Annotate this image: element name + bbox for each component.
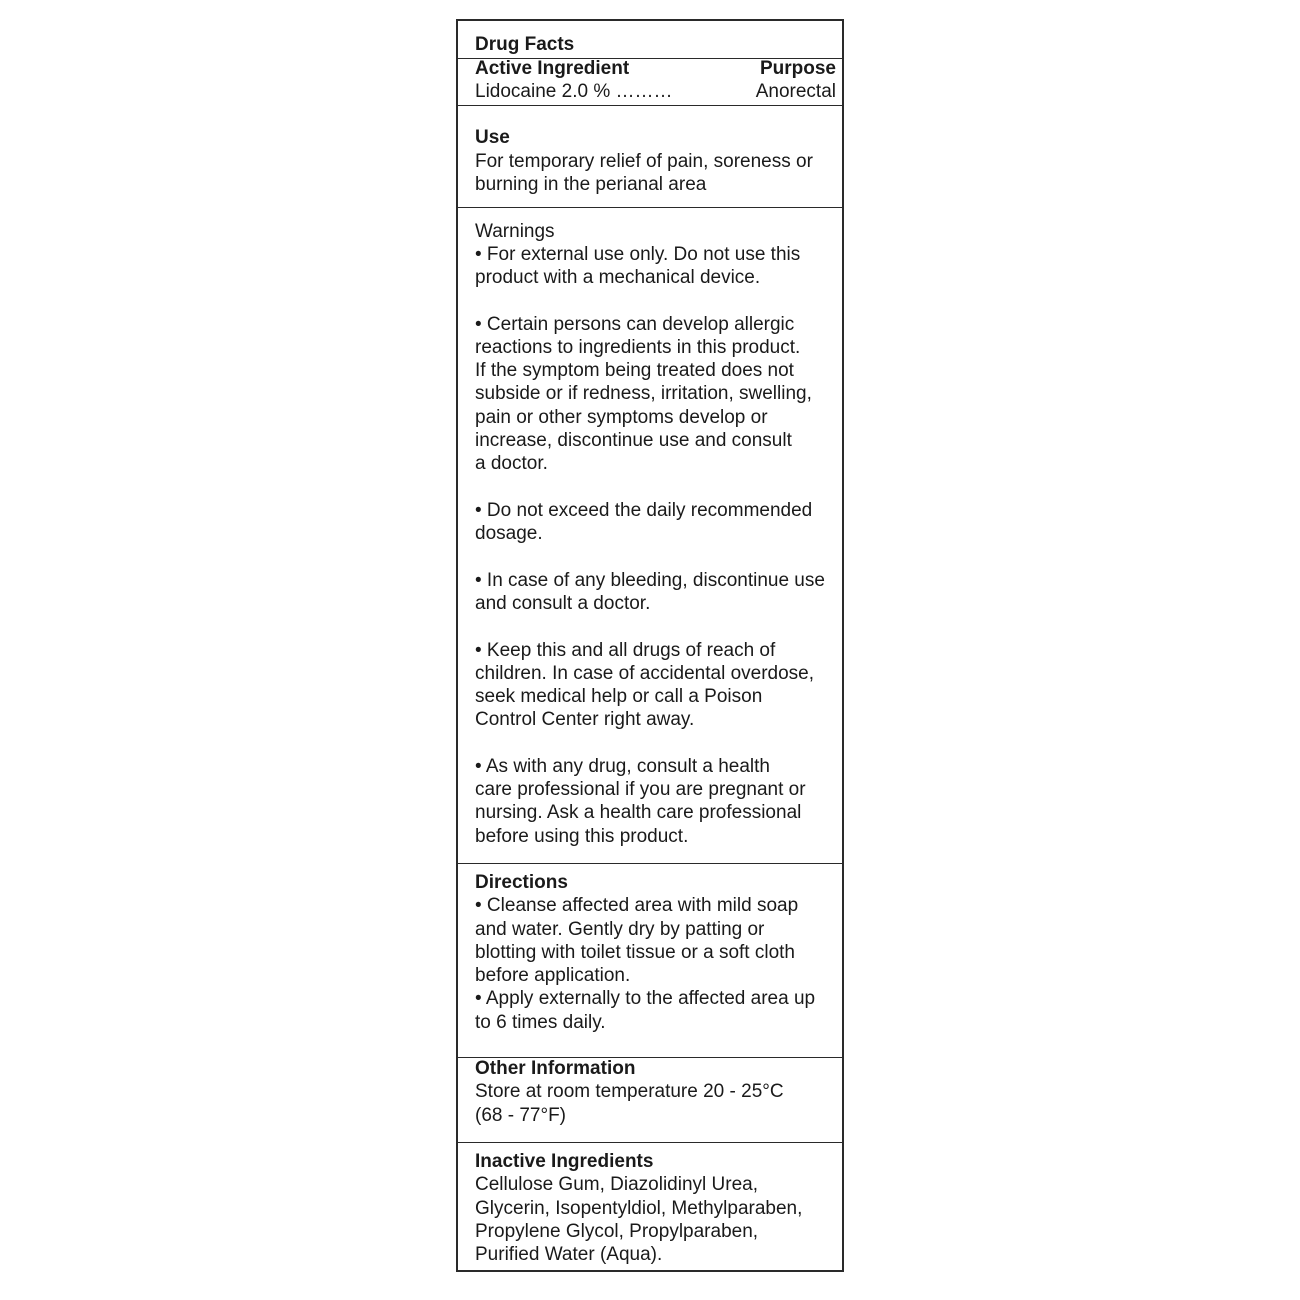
warnings-divider: [458, 863, 842, 864]
active-divider: [458, 105, 842, 106]
inactive-ingredients-heading: Inactive Ingredients: [475, 1151, 654, 1172]
warning-line: nursing. Ask a health care professional: [475, 802, 802, 823]
directions-line: and water. Gently dry by patting or: [475, 919, 765, 940]
warning-line: and consult a doctor.: [475, 593, 651, 614]
inactive-ingredients-line: Propylene Glycol, Propylparaben,: [475, 1221, 759, 1242]
use-line: For temporary relief of pain, soreness or: [475, 151, 813, 172]
warning-line: • Do not exceed the daily recommended: [475, 500, 813, 521]
inactive-ingredients-line: Cellulose Gum, Diazolidinyl Urea,: [475, 1174, 758, 1195]
warning-line: • For external use only. Do not use this: [475, 244, 801, 265]
warning-line: subside or if redness, irritation, swelling,: [475, 383, 812, 404]
warning-line: increase, discontinue use and consult: [475, 430, 792, 451]
warning-line: dosage.: [475, 523, 543, 544]
inactive-ingredients-line: Purified Water (Aqua).: [475, 1244, 663, 1265]
other-information-line: (68 - 77°F): [475, 1105, 567, 1126]
warnings-heading: Warnings: [475, 221, 555, 242]
directions-heading: Directions: [475, 872, 568, 893]
warning-line: If the symptom being treated does not: [475, 360, 794, 381]
active-ingredient-value: Lidocaine 2.0 % ………: [475, 81, 673, 102]
active-ingredient-heading: Active Ingredient: [475, 58, 630, 79]
directions-line: • Cleanse affected area with mild soap: [475, 895, 799, 916]
use-divider: [458, 207, 842, 208]
other-information-line: Store at room temperature 20 - 25°C: [475, 1081, 784, 1102]
other-divider: [458, 1142, 842, 1143]
directions-line: to 6 times daily.: [475, 1012, 606, 1033]
warning-line: pain or other symptoms develop or: [475, 407, 768, 428]
directions-line: before application.: [475, 965, 631, 986]
use-line: burning in the perianal area: [475, 174, 707, 195]
warning-line: seek medical help or call a Poison: [475, 686, 763, 707]
directions-line: • Apply externally to the affected area up: [475, 988, 816, 1009]
warning-line: reactions to ingredients in this product.: [475, 337, 801, 358]
drug-facts-label: [456, 19, 844, 1272]
warning-line: children. In case of accidental overdose,: [475, 663, 815, 684]
warning-line: before using this product.: [475, 826, 689, 847]
purpose-heading: Purpose: [759, 58, 836, 79]
inactive-ingredients-line: Glycerin, Isopentyldiol, Methylparaben,: [475, 1198, 803, 1219]
warning-line: • Certain persons can develop allergic: [475, 314, 795, 335]
other-information-heading: Other Information: [475, 1058, 636, 1079]
warning-line: product with a mechanical device.: [475, 267, 761, 288]
directions-line: blotting with toilet tissue or a soft cloth: [475, 942, 795, 963]
warning-line: • In case of any bleeding, discontinue use: [475, 570, 825, 591]
use-heading: Use: [475, 127, 510, 148]
warning-line: • Keep this and all drugs of reach of: [475, 640, 776, 661]
purpose-value: Anorectal: [755, 81, 836, 102]
warning-line: • As with any drug, consult a health: [475, 756, 770, 777]
warning-line: care professional if you are pregnant or: [475, 779, 806, 800]
warning-line: a doctor.: [475, 453, 548, 474]
drug-facts-title: Drug Facts: [475, 34, 575, 55]
warning-line: Control Center right away.: [475, 709, 695, 730]
